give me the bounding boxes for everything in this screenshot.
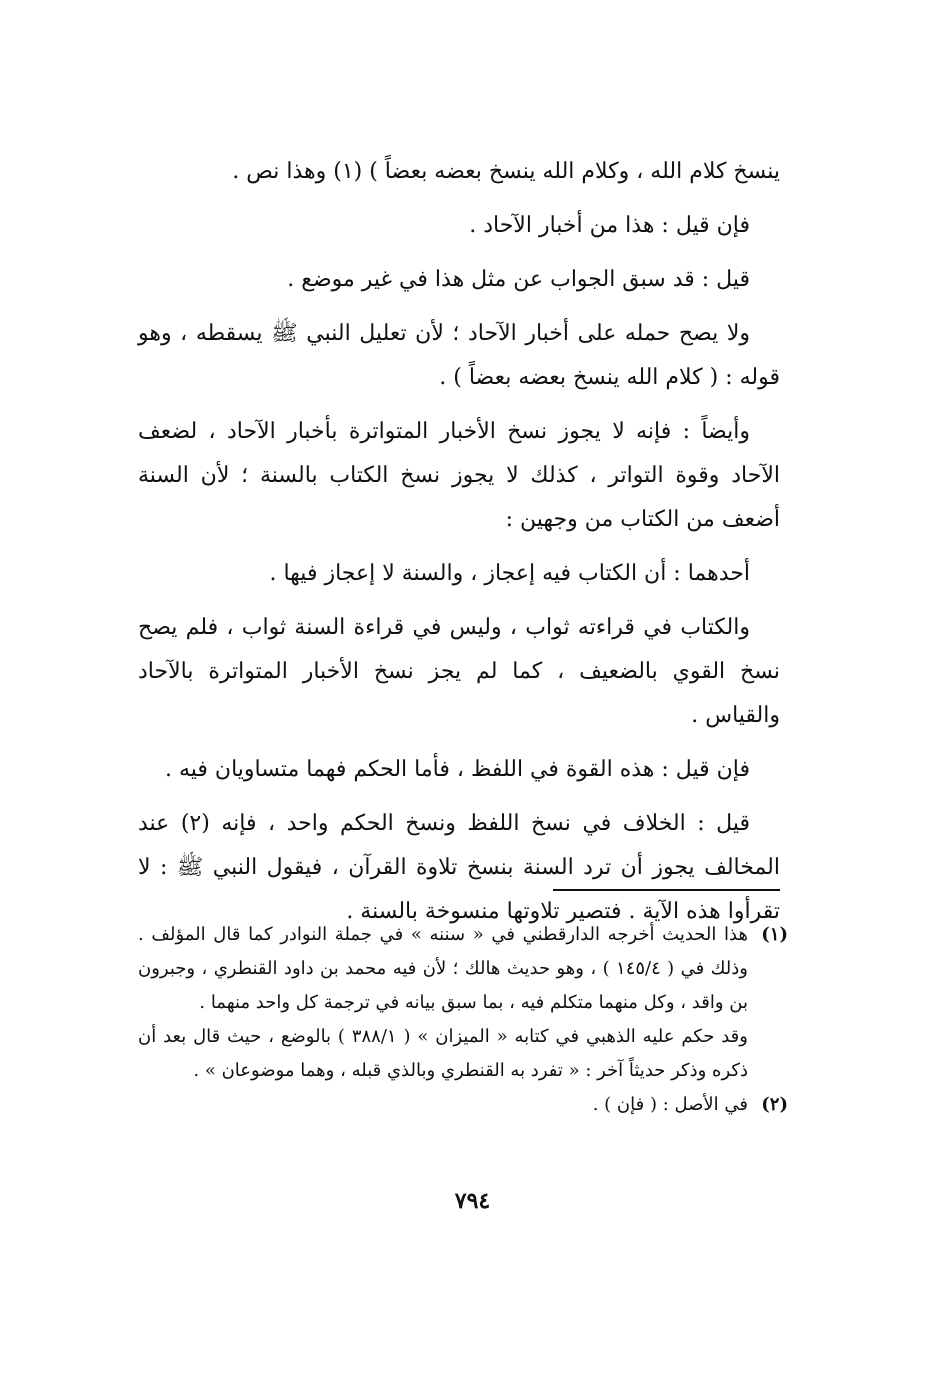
footnote-body <box>138 1088 748 1122</box>
footnote-text: هذا الحديث أخرجه الدارقطني في « سننه » في جملة النوادر كما قال المؤلف . وذلك في ( ١٤٥/٤ ) ، وهو حديث هالك ؛ لأن فيه محمد بن داود القنطري ، وجبرون بن واقد ، وكل منهما متكلم فيه ، بما سبق بيانه في ترجمة كل واحد منهما . <box>138 924 748 1013</box>
footnotes <box>138 918 788 1122</box>
footnote-text: وقد حكم عليه الذهبي في كتابه « الميزان » ( ٣٨٨/١ ) بالوضع ، حيث قال بعد أن ذكره وذكر حديثاً آخر : « تفرد به القنطري وبالذي قبله ، وهما موضوعان » . <box>138 1026 748 1081</box>
footnote-marker: (١) <box>761 924 788 945</box>
paragraph: وأيضاً : فإنه لا يجوز نسخ الأخبار المتواترة بأخبار الآحاد ، لضعف الآحاد وقوة التواتر ، كذلك لا يجوز نسخ الكتاب بالسنة ؛ لأن السنة أضعف من الكتاب من وجهين : <box>138 419 780 532</box>
paragraph: ينسخ كلام الله ، وكلام الله ينسخ بعضه بعضاً ) (١) وهذا نص . <box>232 159 780 184</box>
paragraph: قيل : قد سبق الجواب عن مثل هذا في غير موضع . <box>287 267 750 292</box>
footnote-marker: (٢) <box>761 1094 788 1115</box>
paragraph: قيل : الخلاف في نسخ اللفظ ونسخ الحكم واحد ، فإنه (٢) عند المخالف يجوز أن ترد السنة بنسخ تلاوة القرآن ، فيقول النبي ﷺ : لا تقرأوا هذه الآية . فتصير تلاوتها منسوخة بالسنة . <box>138 811 780 924</box>
paragraph: ولا يصح حمله على أخبار الآحاد ؛ لأن تعليل النبي ﷺ يسقطه ، وهو قوله : ( كلام الله ينسخ بعضه بعضاً ) . <box>138 321 780 390</box>
paragraph: أحدهما : أن الكتاب فيه إعجاز ، والسنة لا إعجاز فيها . <box>269 561 750 586</box>
footnote-2 <box>138 1088 788 1122</box>
footnote-1 <box>138 918 788 1088</box>
page-number: ٧٩٤ <box>454 1188 491 1214</box>
paragraph: والكتاب في قراءته ثواب ، وليس في قراءة السنة ثواب ، فلم يصح نسخ القوي بالضعيف ، كما لم يجز نسخ الأخبار المتواترة بالآحاد والقياس . <box>138 615 780 728</box>
footnote-body <box>138 918 748 1088</box>
main-text <box>138 150 780 944</box>
footnote-text: في الأصل : ( فإن ) . <box>592 1094 748 1115</box>
paragraph: فإن قيل : هذه القوة في اللفظ ، فأما الحكم فهما متساويان فيه . <box>165 757 750 782</box>
paragraph: فإن قيل : هذا من أخبار الآحاد . <box>469 213 750 238</box>
footnote-divider <box>553 889 780 891</box>
